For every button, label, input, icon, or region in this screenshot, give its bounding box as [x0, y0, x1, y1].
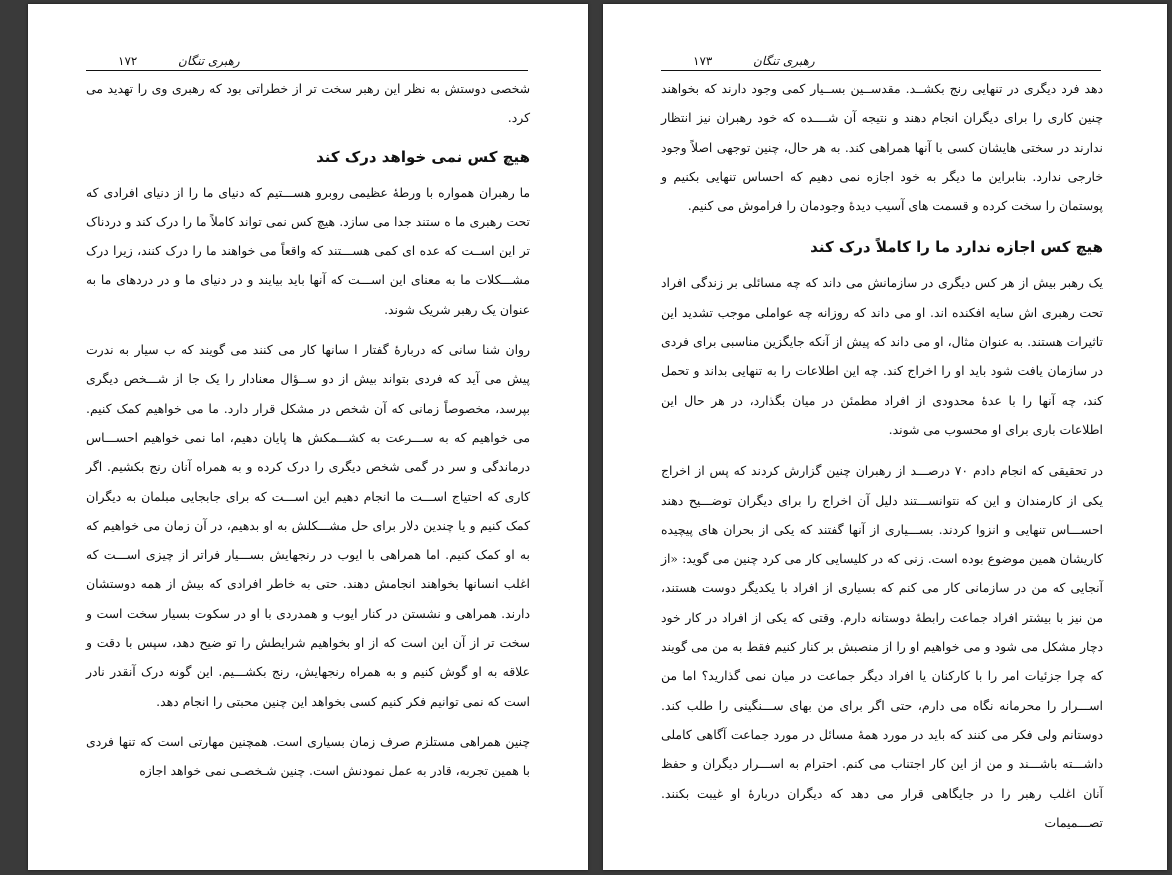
page-number: ۱۷۳: [693, 54, 713, 68]
body-paragraph: در تحقیقی که انجام دادم ۷۰ درصـــد از رهبران چنین گزارش کردند که پس از اخراج یکی از کارمندان و این که نتوانســـتند دلیل آن اخراج را برای دیگران توضـــیح دهند احســـاس تنهایی و انزوا کردند. بســـیاری از آنها گفتند که یکی از بحران های پیچیده کاریشان همین موضوع بوده است. زنی که در کلیسایی کار می کرد چنین می گوید: «از آنجایی که من در سازمانی کار می کنم که بسیاری از افراد با یکدیگر دوست هستند، من نیز با بیشتر افراد جماعت رابطهٔ دوستانه دارم. وقتی که یکی از افراد در کار خود دچار مشکل می شود و می خواهیم او را از منصبش بر کنار کنیم فقط به من می گویند که چرا جزئیات امر را با کارکنان یا افراد دیگر جماعت در میان نمی گذارید؟ اما من اســـرار را محرمانه نگاه می دارم، حتی اگر برای من بهای ســـنگینی را طلب کند. دوستانم ولی فکر می کنند که باید در مورد همهٔ مسائل در مورد جماعت آگاهی کاملی داشـــته باشـــند و من از این کار اجتناب می کنم. احترام به اســـرار دیگران و حفظ آنان اغلب رهبر را در جایگاهی قرار می دهد که دیگران دربارهٔ او غیبت بکنند. تصـــمیمات: [661, 463, 1103, 830]
running-header: [661, 50, 1101, 71]
body-paragraph: یک رهبر بیش از هر کس دیگری در سازمانش می داند که چه مسائلی بر زندگی افراد تحت رهبری اش سایه افکنده اند. او می داند که روزانه چه عواملی موجب تشدید این تاثیرات هستند. به عنوان مثال، او می داند که پیش از آنکه جایگزین مناسبی برای فردی در سازمان یافت شود باید او را اخراج کند. چه این اطلاعات را به تنهایی بداند و تحمل کند، چه آنها را با عدهٔ محدودی از افراد مطمئن در میان بگذارد، در هر حال این اطلاعات باری برای او محسوب می شوند.: [661, 275, 1103, 437]
page-number: ۱۷۲: [118, 54, 138, 68]
body-paragraph: ما رهبران همواره با ورطهٔ عظیمی روبرو هســـتیم که دنیای ما را از دنیای افرادی که تحت رهبری ما ه ستند جدا می سازد. هیچ کس نمی تواند کاملاً ما را درک کند و دردناک تر این اســت که عده ای کمی هســـتند که واقعاً می خواهند ما را درک کنند، زیرا درک مشـــکلات ما به معنای این اســـت که آنها باید بیایند و در دنیای ما و در دردهای ما به عنوان یک رهبر شریک شوند.: [86, 184, 530, 317]
body-paragraph: دهد فرد دیگری در تنهایی رنج بکشــد. مقدســین بســیار کمی وجود دارند که بخواهند چنین کاری را برای دیگران انجام دهند و نتیجه آن شــــده که خود رهبران نیز انتظار ندارند در سختی هایشان کسی با آنها همراهی کند. به هر حال، چنین توجهی اصلاً وجود خارجی ندارد. بنابراین ما دیگر به خود اجازه نمی دهیم که احساس تنهایی بکنیم و پوستمان را سخت کرده و قسمت های آسیب دیدهٔ وجودمان را فراموش می کنیم.: [661, 81, 1103, 214]
section-heading: هیچ کس نمی خواهد درک کند: [316, 147, 530, 166]
page-body: [86, 74, 530, 786]
running-header: [86, 50, 528, 71]
header-book-title: رهبری تنگان: [753, 54, 815, 68]
body-paragraph: چنین همراهی مستلزم صرف زمان بسیاری است. همچنین مهارتی است که تنها فردی با همین تجربه، قادر به عمل نمودنش است. چنین شـخصـی نمی خواهد اجازه: [86, 733, 530, 779]
left-page: [28, 4, 588, 870]
right-page: [603, 4, 1167, 870]
header-book-title: رهبری تنگان: [178, 54, 240, 68]
body-paragraph: شخصی دوستش به نظر این رهبر سخت تر از خطراتی بود که رهبری وی را تهدید می کرد.: [86, 81, 530, 126]
page-body: [661, 74, 1103, 837]
section-heading: هیچ کس اجازه ندارد ما را کاملاً درک کند: [810, 238, 1103, 257]
body-paragraph: روان شنا سانی که دربارهٔ گفتار ا سانها کار می کنند می گویند که ب سیار به ندرت پیش می آید که فردی بتواند بیش از دو ســؤال معنادار را یک جا از شـــخص دیگری بپرسد، مخصوصاً زمانی که آن شخص در مشکل قرار دارد. ما می خواهیم کمک کنیم. می خواهیم که به ســـرعت به کشـــمکش ها پایان دهیم، اما نمی خواهیم احســـاس درماندگی و سر در گمی شخص دیگری را درک کرده و به همراه آنان رنج بکشیم. اگر کاری که احتیاج اســـت ما انجام دهیم این اســـت که برای جابجایی مبلمان به دیگران کمک کنیم و یا چندین دلار برای حل مشـــکلش به او بدهیم، در آن زمان می خواهیم که به او کمک کنیم. اما همراهی با ایوب در رنجهایش بســـیار فراتر از چیزی اســـت که اغلب انسانها بخواهند انجامش دهند. حتی به خاطر افرادی که بیش از همه دوستشان دارند. همراهی و نشستن در کنار ایوب و همدردی با او در سکوت بسیار سخت است و سخت تر از آن این است که از او بخواهیم شرایطش را تو ضیح دهد، سپس با دقت و علاقه به او گوش کنیم و به همراه رنجهایش، رنج بکشـــیم. این گونه درک آنقدر نادر است که نمی توانیم فکر کنیم کسی بخواهد این چنین محبتی را انجام دهد.: [86, 342, 530, 709]
